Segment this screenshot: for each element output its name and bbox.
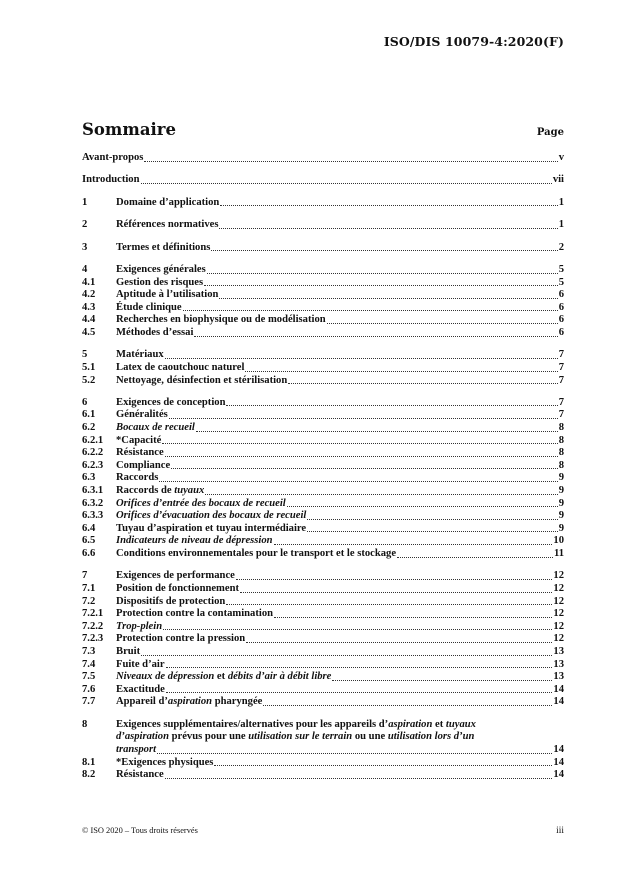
toc-entry-number: 7.4 <box>82 658 96 670</box>
toc-entry-2[interactable] <box>82 219 564 232</box>
italic-term: Indicateurs de niveau de dépression <box>116 535 273 547</box>
toc-entry-page: 6 <box>558 289 564 301</box>
toc-entry-7-1[interactable] <box>82 583 564 596</box>
toc-entry-6-2[interactable] <box>82 422 564 435</box>
toc-entry-avant-propos[interactable] <box>82 152 564 165</box>
title-line-3 <box>116 744 564 757</box>
dot-leader <box>307 519 557 520</box>
toc-entry-title: *Capacité <box>116 434 162 446</box>
toc-entry-introduction[interactable] <box>82 174 564 187</box>
toc-entry-number: 6.2.3 <box>82 459 104 471</box>
toc-entry-title: Matériaux <box>116 349 164 361</box>
toc-entry-page: 14 <box>553 769 564 781</box>
toc-entry-number: 6 <box>82 396 88 408</box>
toc-entry-title: Méthodes d’essai <box>116 326 194 338</box>
title-part: Exigences supplémentaires/alternatives pour les appareils d’ <box>116 718 389 730</box>
toc-entry-page: 13 <box>553 671 564 683</box>
toc-entry-page: 14 <box>553 743 564 755</box>
toc-title: Sommaire <box>82 120 176 139</box>
dot-leader <box>327 323 558 324</box>
italic-term: Trop-plein <box>116 620 163 632</box>
dot-leader <box>287 506 558 507</box>
dot-leader <box>288 383 557 384</box>
toc-entry-4-4[interactable] <box>82 314 564 327</box>
toc-entry-page: 5 <box>558 276 564 288</box>
toc-entry-page: 6 <box>558 301 564 313</box>
dot-leader <box>274 617 552 618</box>
toc-entry-number: 7.2.2 <box>82 620 104 632</box>
toc-entry-title: *Exigences physiques <box>116 756 214 768</box>
toc-entry-7-5[interactable] <box>82 671 564 684</box>
toc-entry-8-2[interactable] <box>82 769 564 782</box>
toc-entry-6-2-1[interactable] <box>82 435 564 448</box>
toc-entry-number: 6.6 <box>82 548 96 560</box>
toc-entry-page: 7 <box>558 396 564 408</box>
toc-entry-title: Termes et définitions <box>116 241 211 253</box>
toc-entry-7-2-3[interactable] <box>82 633 564 646</box>
toc-entry-6-3[interactable] <box>82 472 564 485</box>
toc-entry-title: Références normatives <box>116 219 219 231</box>
toc-entry-7-2[interactable] <box>82 596 564 609</box>
italic-term: transport <box>116 743 157 755</box>
toc-heading-row <box>82 120 564 139</box>
dot-leader <box>159 481 557 482</box>
toc-entry-title: Résistance <box>116 769 164 781</box>
italic-term: aspiration <box>388 718 433 730</box>
toc-entry-title: Conditions environnementales pour le transport et le stockage <box>116 548 397 560</box>
toc-entry-number: 4.2 <box>82 289 96 301</box>
toc-entry-1[interactable] <box>82 197 564 210</box>
dot-leader <box>220 205 557 206</box>
dot-leader <box>169 418 558 419</box>
toc-entry-page: 9 <box>558 522 564 534</box>
document-identifier: ISO/DIS 10079-4:2020(F) <box>383 34 564 49</box>
toc-entry-page: 6 <box>558 326 564 338</box>
dot-leader <box>204 285 558 286</box>
toc-entry-number: 4 <box>82 263 88 275</box>
dot-leader <box>165 456 558 457</box>
italic-term: tuyaux <box>445 718 476 730</box>
toc-entry-title <box>116 621 162 634</box>
toc-entry-page: 8 <box>558 434 564 446</box>
toc-entry-number: 7.5 <box>82 671 96 683</box>
toc-entry-7-2-2[interactable] <box>82 621 564 634</box>
toc-entry-5-1[interactable] <box>82 362 564 375</box>
toc-entry-7-2-1[interactable] <box>82 608 564 621</box>
italic-term: utilisation sur le terrain <box>248 731 353 743</box>
toc-entry-number: 7.6 <box>82 683 96 695</box>
toc-entry-5-2[interactable] <box>82 375 564 388</box>
dot-leader <box>240 592 552 593</box>
toc-entry-3[interactable] <box>82 242 564 255</box>
toc-entry-page: 9 <box>558 510 564 522</box>
toc-entry-number: 5.1 <box>82 361 96 373</box>
dot-leader <box>183 310 558 311</box>
toc-entry-title <box>116 671 331 684</box>
toc-entry-title: Résistance <box>116 447 164 459</box>
dot-leader <box>219 228 557 229</box>
toc-entry-6-2-3[interactable] <box>82 460 564 473</box>
toc-entry-number: 1 <box>82 196 88 208</box>
toc-entry-page: 12 <box>553 595 564 607</box>
toc-entry-page: 10 <box>553 535 564 547</box>
dot-leader <box>194 336 557 337</box>
toc-entry-6-2-2[interactable] <box>82 447 564 460</box>
toc-entry-page: 9 <box>558 485 564 497</box>
toc-entry-number: 7.1 <box>82 583 96 594</box>
toc-entry-title: Exigences générales <box>116 263 206 275</box>
toc-entry-title: Protection contre la contamination <box>116 608 274 620</box>
toc-entry-number: 6.5 <box>82 535 96 547</box>
toc-entry-number: 5.2 <box>82 374 96 386</box>
dot-leader <box>263 705 552 706</box>
toc-entry-7-7[interactable] <box>82 696 564 709</box>
toc-entry-number: 6.2.1 <box>82 434 104 446</box>
toc-entry-page: 12 <box>553 620 564 632</box>
toc-entry-title <box>116 719 564 757</box>
toc-entry-title: Exactitude <box>116 683 165 695</box>
toc-entry-number: 6.3.1 <box>82 485 104 497</box>
toc-entry-number: 6.4 <box>82 522 96 534</box>
title-part: prévus pour une <box>168 731 249 743</box>
toc-entry-title: Exigences de conception <box>116 396 226 408</box>
toc-entry-title: Protection contre la pression <box>116 633 246 645</box>
toc-entry-page: 13 <box>553 645 564 657</box>
toc-entry-title: Bruit <box>116 645 141 657</box>
dot-leader <box>226 405 557 406</box>
toc-entry-6-3-3[interactable] <box>82 510 564 523</box>
dot-leader <box>141 183 552 184</box>
toc-entry-title: Latex de caoutchouc naturel <box>116 361 245 373</box>
toc-entry-page: 12 <box>553 608 564 620</box>
toc-entry-6-4[interactable] <box>82 523 564 536</box>
page-number: iii <box>556 826 564 836</box>
toc-entry-number: 6.3 <box>82 472 96 484</box>
title-part: Raccords de <box>116 485 175 497</box>
toc-entry-page: 1 <box>558 196 564 208</box>
toc-entry-6-3-1[interactable] <box>82 485 564 498</box>
toc-entry-page: 9 <box>558 497 564 509</box>
toc-entry-page: 7 <box>558 409 564 421</box>
toc-entry-number: 6.3.3 <box>82 510 104 522</box>
toc-entry-page: 12 <box>553 583 564 594</box>
toc-entry-page: 14 <box>553 756 564 768</box>
dot-leader <box>214 765 552 766</box>
toc-entry-title: Généralités <box>116 409 168 421</box>
toc-entry-title: Étude clinique <box>116 301 182 313</box>
toc-entry-title: Introduction <box>82 174 140 186</box>
dot-leader <box>211 250 557 251</box>
toc-entry-title: Position de fonctionnement <box>116 583 240 594</box>
page-column-label: Page <box>536 127 564 138</box>
toc-entry-page: 6 <box>558 314 564 326</box>
toc-entry-title <box>116 498 286 511</box>
dot-leader <box>236 579 553 580</box>
dot-leader <box>157 753 552 754</box>
toc-entry-number: 4.1 <box>82 276 96 288</box>
italic-term: tuyaux <box>174 485 205 497</box>
dot-leader <box>144 161 557 162</box>
toc-entry-title: Nettoyage, désinfection et stérilisation <box>116 374 288 386</box>
toc-entry-page: 12 <box>553 633 564 645</box>
dot-leader <box>245 371 557 372</box>
toc-entry-8-1[interactable] <box>82 757 564 770</box>
toc-entry-number: 8.1 <box>82 756 96 768</box>
toc-entry-page: 11 <box>553 548 564 560</box>
title-part: et <box>432 718 446 730</box>
toc-entry-5[interactable] <box>82 349 564 362</box>
toc-entry-number: 7.7 <box>82 696 96 708</box>
toc-entry-page: 7 <box>558 361 564 373</box>
dot-leader <box>171 468 558 469</box>
toc-entry-number: 6.3.2 <box>82 497 104 509</box>
toc-entry-7-6[interactable] <box>82 684 564 697</box>
toc-entry-number: 4.4 <box>82 314 96 326</box>
toc-entry-title <box>116 510 306 523</box>
toc-entry-page: 1 <box>558 219 564 231</box>
italic-term: Orifices d’entrée des bocaux de recueil <box>116 497 286 509</box>
toc-entry-page: 9 <box>558 472 564 484</box>
toc-entry-4-2[interactable] <box>82 289 564 302</box>
toc-entry-title: Fuite d’air <box>116 658 165 670</box>
toc-entry-number: 7.2.3 <box>82 633 104 645</box>
dot-leader <box>165 778 553 779</box>
toc-entry-title: Aptitude à l’utilisation <box>116 289 219 301</box>
dot-leader <box>196 431 558 432</box>
toc-entry-number: 6.2 <box>82 422 96 434</box>
toc-entry-title: Domaine d’application <box>116 196 220 208</box>
toc-entry-8[interactable] <box>82 719 564 757</box>
toc-entry-page: vii <box>552 174 564 186</box>
toc-entry-6-5[interactable] <box>82 535 564 548</box>
title-part: ou une <box>352 731 388 743</box>
italic-term: Bocaux de recueil <box>116 422 195 434</box>
toc-entry-title: Raccords <box>116 472 159 484</box>
dot-leader <box>332 680 552 681</box>
toc-entry-number: 7.2.1 <box>82 608 104 620</box>
toc-entry-page: 13 <box>553 658 564 670</box>
dot-leader <box>141 655 552 656</box>
toc-entry-page: 8 <box>558 422 564 434</box>
toc-entry-7[interactable] <box>82 570 564 583</box>
toc-entry-page: 12 <box>553 570 564 582</box>
dot-leader <box>162 443 557 444</box>
toc-entry-page: 8 <box>558 447 564 459</box>
toc-entry-6-3-2[interactable] <box>82 498 564 511</box>
toc-entry-page: 7 <box>558 349 564 361</box>
toc-entry-page: 7 <box>558 374 564 386</box>
toc-entry-4-1[interactable] <box>82 277 564 290</box>
toc-entry-title: Compliance <box>116 459 171 471</box>
dot-leader <box>246 642 552 643</box>
dot-leader <box>205 494 557 495</box>
toc-entry-title: Tuyau d’aspiration et tuyau intermédiaire <box>116 522 307 534</box>
toc-entry-number: 2 <box>82 219 88 231</box>
table-of-contents <box>82 152 564 782</box>
italic-term: Orifices d’évacuation des bocaux de recueil <box>116 510 307 522</box>
toc-entry-7-4[interactable] <box>82 659 564 672</box>
toc-entry-title: Exigences de performance <box>116 570 235 582</box>
title-line-2 <box>116 731 564 744</box>
toc-entry-page: v <box>558 152 564 163</box>
dot-leader <box>219 298 557 299</box>
toc-entry-number: 7.2 <box>82 595 96 607</box>
toc-entry-page: 14 <box>553 683 564 695</box>
toc-entry-number: 6.2.2 <box>82 447 104 459</box>
toc-entry-title: Avant-propos <box>82 152 144 163</box>
dot-leader <box>166 667 553 668</box>
toc-entry-number: 4.5 <box>82 326 96 338</box>
toc-entry-4-5[interactable] <box>82 327 564 340</box>
toc-entry-title: Dispositifs de protection <box>116 595 226 607</box>
toc-entry-number: 5 <box>82 349 88 361</box>
copyright-notice: © ISO 2020 – Tous droits réservés <box>82 826 198 835</box>
dot-leader <box>166 692 553 693</box>
toc-entry-7-3[interactable] <box>82 646 564 659</box>
title-part: et <box>214 671 228 683</box>
toc-entry-6[interactable] <box>82 397 564 410</box>
toc-entry-number: 3 <box>82 241 88 253</box>
dot-leader <box>165 358 558 359</box>
dot-leader <box>397 557 553 558</box>
toc-entry-page: 2 <box>558 241 564 253</box>
toc-entry-number: 8 <box>82 718 88 730</box>
toc-entry-6-6[interactable] <box>82 548 564 561</box>
toc-entry-title <box>116 485 204 498</box>
italic-term: débits d’air à débit libre <box>227 671 332 683</box>
toc-entry-page: 8 <box>558 459 564 471</box>
toc-entry-page: 5 <box>558 263 564 275</box>
toc-entry-number: 6.1 <box>82 409 96 421</box>
toc-entry-number: 7 <box>82 570 88 582</box>
toc-entry-6-1[interactable] <box>82 409 564 422</box>
dot-leader <box>226 604 552 605</box>
italic-term: utilisation lors d’un <box>387 731 475 743</box>
italic-term: d’aspiration <box>116 731 169 743</box>
toc-entry-4[interactable] <box>82 264 564 277</box>
title-line-1 <box>116 719 564 732</box>
toc-entry-number: 4.3 <box>82 301 96 313</box>
toc-entry-4-3[interactable] <box>82 302 564 315</box>
dot-leader <box>274 544 553 545</box>
toc-entry-title <box>116 535 273 548</box>
toc-entry-page: 14 <box>553 696 564 708</box>
toc-entry-title <box>116 422 195 435</box>
dot-leader <box>163 629 552 630</box>
toc-entry-title: Recherches en biophysique ou de modélisation <box>116 314 326 326</box>
toc-entry-number: 7.3 <box>82 645 96 657</box>
title-part: pharyngée <box>212 696 263 708</box>
italic-term: Niveaux de dépression <box>116 671 215 683</box>
dot-leader <box>207 273 558 274</box>
toc-entry-title: Gestion des risques <box>116 276 204 288</box>
toc-entry-number: 8.2 <box>82 769 96 781</box>
toc-entry-title <box>116 696 262 709</box>
dot-leader <box>307 531 558 532</box>
title-part: Appareil d’ <box>116 696 168 708</box>
italic-term: aspiration <box>167 696 213 708</box>
